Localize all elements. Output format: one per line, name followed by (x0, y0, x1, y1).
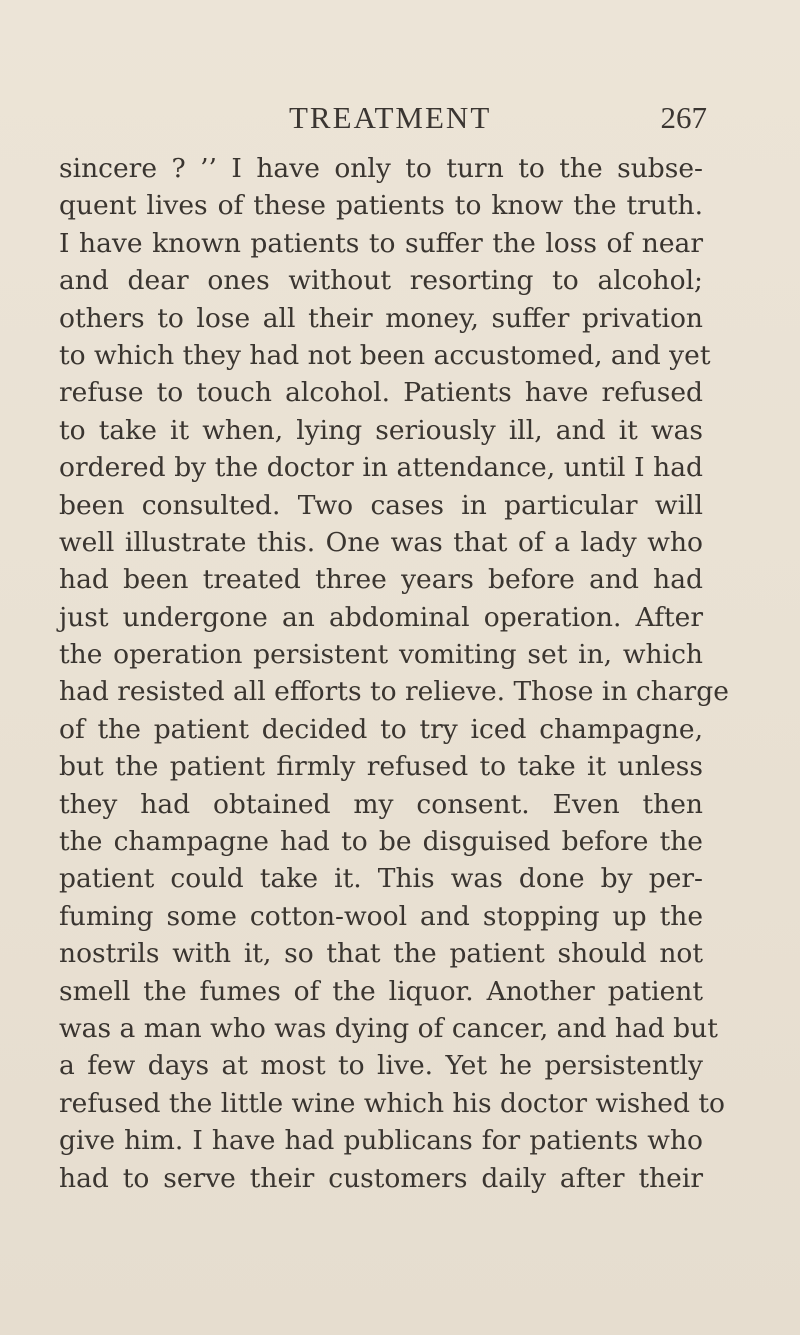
text-line: ordered by the doctor in attendance, until I had (59, 452, 703, 484)
text-line: give him. I have had publicans for patients who (59, 1125, 703, 1157)
text-line: refuse to touch alcohol. Patients have refused (59, 377, 703, 409)
text-line: sincere ? ’’ I have only to turn to the subse- (59, 153, 703, 184)
text-line: to which they had not been accustomed, and yet (59, 339, 711, 371)
text-line: had to serve their customers daily after their (59, 1162, 703, 1194)
page-header (0, 98, 800, 138)
text-line: but the patient firmly refused to take it unless (59, 751, 703, 783)
text-line: and dear ones without resorting to alcohol; (59, 265, 703, 297)
text-line: the champagne had to be disguised before the (59, 826, 703, 858)
text-line: patient could take it. This was done by per- (59, 863, 703, 895)
text-line: of the patient decided to try iced champagne, (59, 713, 703, 745)
text-line: they had obtained my consent. Even then (59, 788, 703, 820)
text-line: I have known patients to suffer the loss of near (59, 227, 703, 259)
text-line: refused the little wine which his doctor wished to (59, 1087, 725, 1119)
text-line: the operation persistent vomiting set in, which (59, 639, 703, 671)
text-line: had been treated three years before and had (59, 564, 703, 596)
body-text (59, 150, 729, 1197)
running-title: TREATMENT (289, 100, 492, 135)
page-number: 267 (660, 100, 707, 135)
text-line: smell the fumes of the liquor. Another patient (59, 975, 703, 1007)
text-line: quent lives of these patients to know the truth. (59, 190, 703, 222)
text-line: had resisted all efforts to relieve. Those in charge (59, 676, 729, 708)
text-line: been consulted. Two cases in particular will (59, 489, 703, 521)
text-line: to take it when, lying seriously ill, and it was (59, 414, 703, 446)
text-line: fuming some cotton-wool and stopping up the (59, 900, 703, 932)
text-line: others to lose all their money, suffer privation (59, 302, 703, 334)
text-line: well illustrate this. One was that of a lady who (59, 526, 703, 558)
text-line: nostrils with it, so that the patient should not (59, 938, 703, 970)
text-line: a few days at most to live. Yet he persistently (59, 1050, 703, 1082)
text-line: just undergone an abdominal operation. After (59, 601, 703, 633)
text-line: was a man who was dying of cancer, and had but (59, 1012, 718, 1044)
